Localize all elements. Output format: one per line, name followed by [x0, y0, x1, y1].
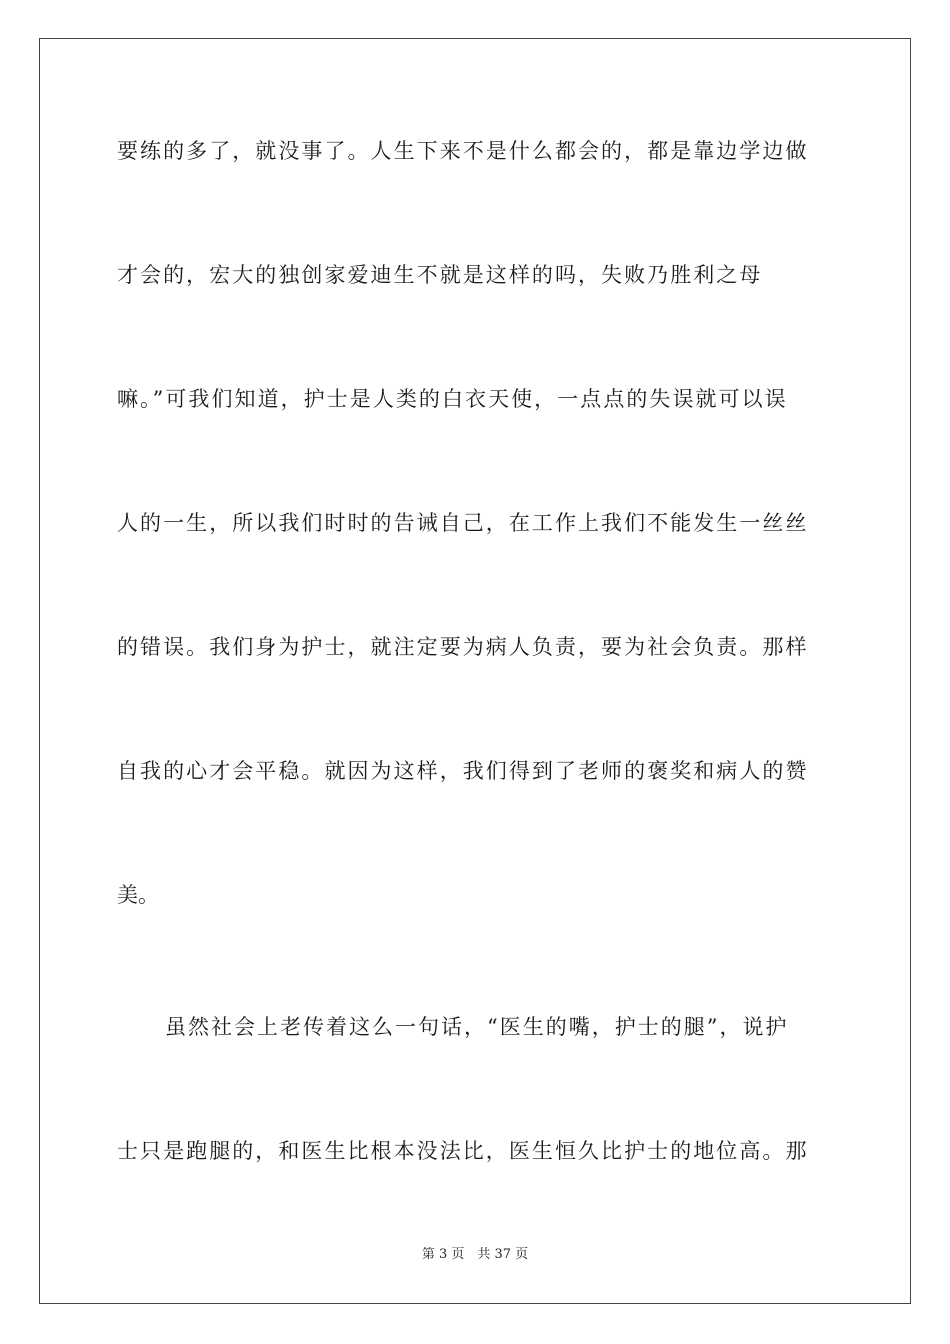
body-text-line: 的错误。我们身为护士，就注定要为病人负责，要为社会负责。那样	[117, 635, 809, 659]
body-text-line: 嘛。”可我们知道，护士是人类的白衣天使，一点点的失误就可以误	[117, 387, 788, 411]
body-text-line: 要练的多了，就没事了。人生下来不是什么都会的，都是靠边学边做	[117, 139, 809, 163]
page-footer	[0, 1246, 950, 1264]
body-text-line: 人的一生，所以我们时时的告诫自己，在工作上我们不能发生一丝丝	[117, 511, 809, 535]
body-text-line: 才会的，宏大的独创家爱迪生不就是这样的吗，失败乃胜利之母	[117, 263, 763, 287]
page-border	[39, 38, 911, 1304]
paragraph-first-line: 虽然社会上老传着这么一句话，“医生的嘴，护士的腿”，说护	[165, 1015, 789, 1039]
body-text-line: 士只是跑腿的，和医生比根本没法比，医生恒久比护士的地位高。那	[117, 1139, 809, 1163]
body-text-line: 美。	[117, 883, 159, 907]
page-number: 第 3 页 共 37 页	[421, 1247, 529, 1262]
body-text-line: 自我的心才会平稳。就因为这样，我们得到了老师的褒奖和病人的赞	[117, 759, 809, 783]
